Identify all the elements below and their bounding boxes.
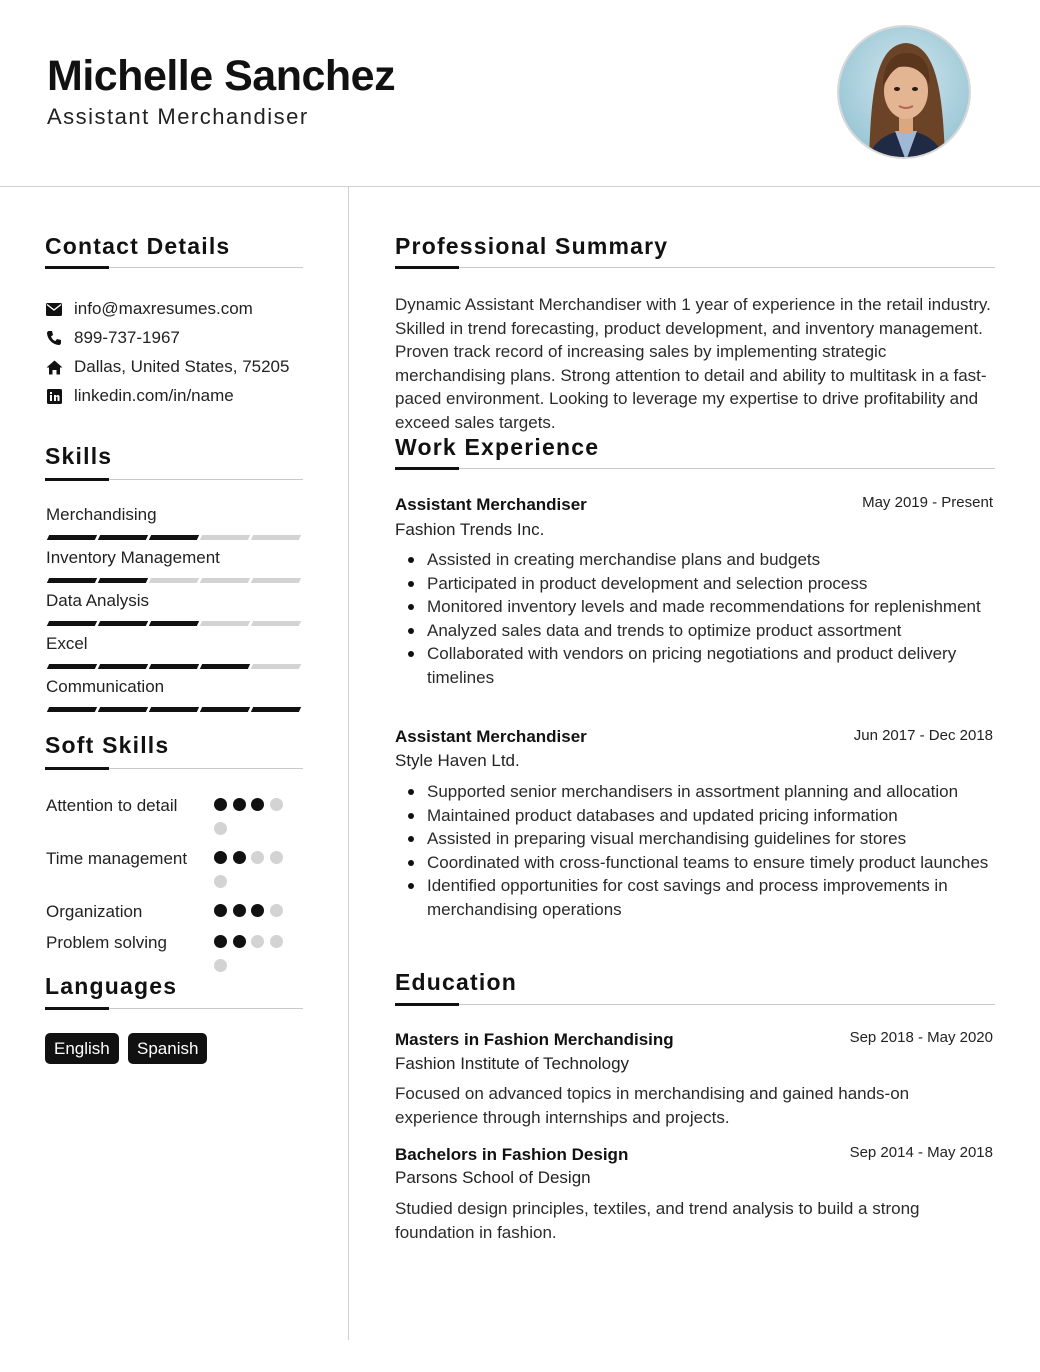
degree-dates: Sep 2014 - May 2018 [849, 1144, 993, 1161]
resume-header [0, 0, 1040, 187]
soft-skill-dot [270, 798, 283, 811]
list-item: Analyzed sales data and trends to optimize product assortment [427, 619, 995, 643]
degree-title: Masters in Fashion Merchandising [395, 1030, 674, 1049]
list-item: Identified opportunities for cost savings and process improvements in merchandising operations [427, 874, 995, 921]
section-rule [395, 267, 995, 268]
list-item: Participated in product development and selection process [427, 572, 995, 596]
section-rule [395, 468, 995, 469]
degree-dates: Sep 2018 - May 2020 [849, 1029, 993, 1046]
skill-level-segment [47, 664, 97, 669]
soft-skill-dot [270, 935, 283, 948]
contact-section-title: Contact Details [45, 233, 231, 259]
skill-level-segment [200, 621, 250, 626]
degree-description: Studied design principles, textiles, and trend analysis to build a strong foundation in fashion. [395, 1199, 920, 1242]
skill-level-segment [98, 621, 148, 626]
skill-level-segment [47, 535, 97, 540]
skill-level-segment [98, 578, 148, 583]
list-item: Supported senior merchandisers in assortment planning and allocation [427, 780, 995, 804]
skill-level-segment [251, 578, 301, 583]
degree-description: Focused on advanced topics in merchandising and gained hands-on experience through internships and projects. [395, 1084, 910, 1127]
skill-name: Data Analysis [46, 591, 149, 610]
soft-skill-name: Problem solving [46, 933, 167, 952]
skill-name: Excel [46, 634, 88, 653]
skill-name: Inventory Management [46, 548, 220, 567]
contact-phone-text: 899-737-1967 [74, 328, 180, 347]
skill-level-bar [46, 535, 302, 540]
skill-level-segment [149, 621, 199, 626]
skill-level-segment [251, 535, 301, 540]
soft-skills-section-title: Soft Skills [45, 732, 170, 758]
languages-section-title: Languages [45, 973, 178, 999]
job-title: Assistant Merchandiser [395, 495, 587, 514]
soft-skill-dot [214, 798, 227, 811]
contact-linkedin-text: linkedin.com/in/name [74, 386, 234, 405]
job-company: Fashion Trends Inc. [395, 520, 545, 539]
soft-skill-dot [251, 851, 264, 864]
skill-level-segment [47, 621, 97, 626]
skill-name: Communication [46, 677, 165, 696]
phone-icon [45, 329, 63, 347]
skill-level-segment [149, 707, 199, 712]
contact-location [45, 357, 289, 377]
section-accent [395, 266, 459, 269]
skill-level-bar [46, 664, 302, 669]
skills-section-title: Skills [45, 443, 113, 469]
list-item: Maintained product databases and updated pricing information [427, 804, 995, 828]
soft-skill-dot [251, 935, 264, 948]
soft-skill-dot [233, 904, 246, 917]
candidate-role: Assistant Merchandiser [47, 104, 309, 129]
home-icon [45, 358, 63, 376]
soft-skill-dot [214, 959, 227, 972]
list-item: Collaborated with vendors on pricing negotiations and product delivery timelines [427, 642, 995, 689]
skill-level-segment [251, 621, 301, 626]
contact-location-text: Dallas, United States, 75205 [74, 357, 290, 376]
soft-skill-dot [214, 904, 227, 917]
skill-level-segment [149, 664, 199, 669]
soft-skill-dot [251, 904, 264, 917]
list-item: Assisted in preparing visual merchandising guidelines for stores [427, 827, 995, 851]
job-title: Assistant Merchandiser [395, 727, 587, 746]
summary-section-title: Professional Summary [395, 233, 669, 259]
skill-level-segment [98, 707, 148, 712]
section-accent [45, 1007, 109, 1010]
skill-level-segment [47, 707, 97, 712]
contact-linkedin[interactable] [45, 386, 234, 406]
skill-level-bar [46, 707, 302, 712]
section-accent [395, 1003, 459, 1006]
skill-level-segment [98, 535, 148, 540]
list-item: Coordinated with cross-functional teams to ensure timely product launches [427, 851, 995, 875]
job-bullets [395, 780, 995, 921]
skill-level-segment [200, 664, 250, 669]
skill-level-segment [47, 578, 97, 583]
soft-skill-dot [214, 935, 227, 948]
school-name: Parsons School of Design [395, 1168, 591, 1187]
skill-level-bar [46, 578, 302, 583]
soft-skill-dot [233, 798, 246, 811]
contact-email-text: info@maxresumes.com [74, 299, 253, 318]
soft-skill-dot [214, 851, 227, 864]
soft-skill-dot [270, 904, 283, 917]
section-accent [45, 767, 109, 770]
education-section-title: Education [395, 969, 517, 995]
degree-title: Bachelors in Fashion Design [395, 1145, 629, 1164]
soft-skill-dot [214, 875, 227, 888]
list-item: Monitored inventory levels and made recommendations for replenishment [427, 595, 995, 619]
experience-section-title: Work Experience [395, 434, 600, 460]
column-divider [348, 187, 349, 1340]
skill-level-bar [46, 621, 302, 626]
candidate-name: Michelle Sanchez [47, 52, 396, 100]
contact-phone[interactable] [45, 328, 180, 348]
soft-skill-name: Attention to detail [46, 796, 178, 815]
job-dates: Jun 2017 - Dec 2018 [853, 727, 993, 744]
soft-skill-name: Organization [46, 902, 143, 921]
job-company: Style Haven Ltd. [395, 751, 520, 770]
skill-level-segment [251, 707, 301, 712]
profile-photo [837, 25, 971, 159]
job-dates: May 2019 - Present [862, 494, 993, 511]
section-accent [45, 478, 109, 481]
skill-name: Merchandising [46, 505, 157, 524]
linkedin-icon [45, 387, 63, 405]
skill-level-segment [200, 535, 250, 540]
soft-skill-dot [251, 798, 264, 811]
soft-skill-dot [233, 851, 246, 864]
skill-level-segment [200, 707, 250, 712]
section-accent [395, 467, 459, 470]
skill-level-segment [149, 578, 199, 583]
skill-level-segment [251, 664, 301, 669]
language-badge: Spanish [128, 1033, 207, 1064]
list-item: Assisted in creating merchandise plans and budgets [427, 548, 995, 572]
section-accent [45, 266, 109, 269]
skill-level-segment [98, 664, 148, 669]
soft-skill-dot [214, 822, 227, 835]
soft-skill-dot [270, 851, 283, 864]
language-badge: English [45, 1033, 119, 1064]
summary-text: Dynamic Assistant Merchandiser with 1 year of experience in the retail industry. Skilled in trend forecasting, product development, and inventory management. Proven track record of increasing sales by implementing strategic merchandising plans. Strong attention to detail and ability to multitask in a fast-paced environment. Looking to leverage my expertise to drive profitability and exceed sales targets. [395, 295, 991, 432]
section-rule [395, 1004, 995, 1005]
job-bullets [395, 548, 995, 689]
school-name: Fashion Institute of Technology [395, 1054, 630, 1073]
soft-skill-name: Time management [46, 849, 188, 868]
skill-level-segment [149, 535, 199, 540]
skill-level-segment [200, 578, 250, 583]
contact-email[interactable] [45, 299, 253, 319]
envelope-icon [45, 300, 63, 318]
soft-skill-dot [233, 935, 246, 948]
